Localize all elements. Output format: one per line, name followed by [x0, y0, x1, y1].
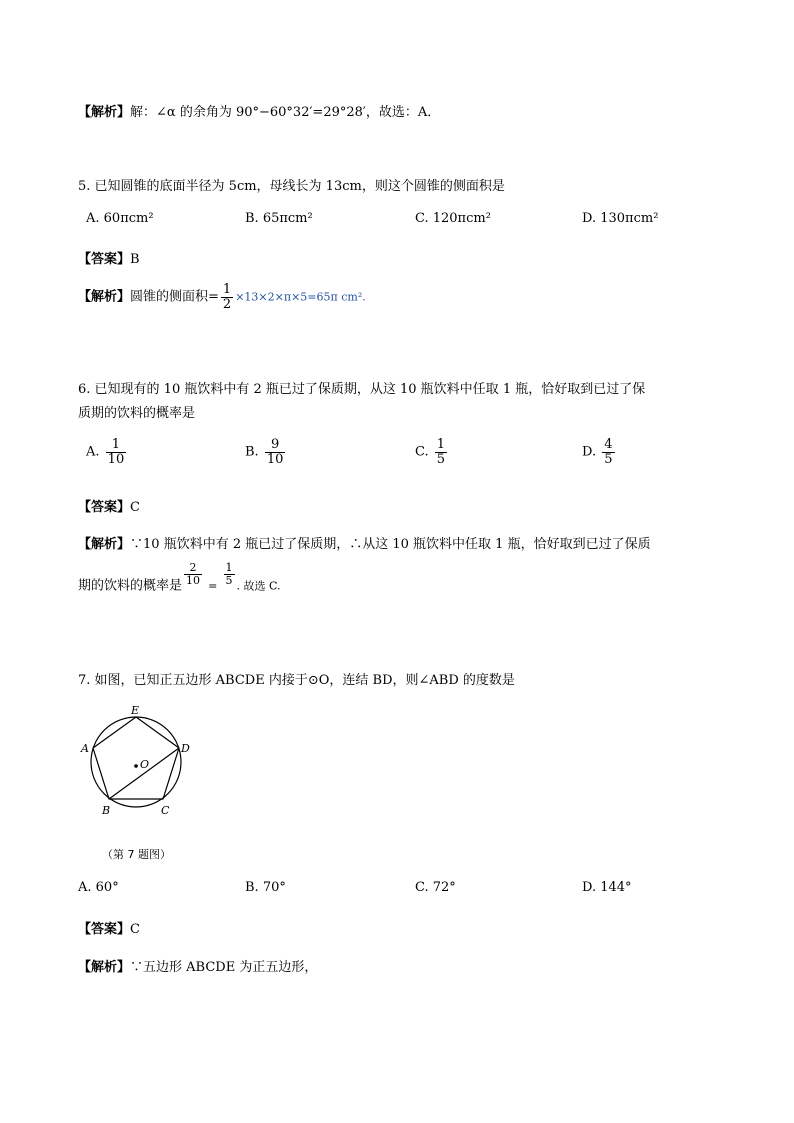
- figure-center-dot: [134, 764, 138, 768]
- figure-label-o: O: [140, 758, 150, 771]
- q6-answer-tag: 【答案】: [78, 500, 131, 515]
- q5-analysis: [78, 283, 366, 311]
- q5-answer-tag: 【答案】: [78, 252, 131, 267]
- q5-option-d: D. 130πcm²: [582, 211, 659, 226]
- q6-stem-line2: 质期的饮料的概率是: [78, 406, 196, 421]
- q6-option-b-fraction: [265, 438, 286, 466]
- q5-option-c: C. 120πcm²: [415, 211, 491, 226]
- q5-fraction-num: 1: [222, 282, 232, 297]
- figure-label-e: E: [131, 704, 140, 717]
- figure-label-c: C: [161, 804, 170, 817]
- q6-option-d-fraction: [602, 438, 614, 466]
- q7-answer-value: C: [130, 922, 140, 937]
- q6-answer-value: C: [130, 500, 140, 515]
- q6-option-a-fraction: [106, 438, 127, 466]
- figure-segment-bd: [109, 748, 179, 799]
- q5-option-a: A. 60πcm²: [86, 211, 154, 226]
- q6-option-d-num: 4: [604, 437, 613, 452]
- q5-answer: [78, 248, 140, 267]
- q5-fraction: [221, 283, 233, 311]
- q6-analysis-line2-suffix: . 故选 C.: [236, 579, 281, 593]
- q6-answer: [78, 496, 140, 515]
- q5-answer-value: B: [130, 252, 140, 267]
- q7-analysis-tag: 【解析】: [78, 960, 131, 975]
- figure-label-a: A: [81, 742, 89, 755]
- q7-option-a: A. 60°: [78, 880, 119, 895]
- q6-option-d: [582, 438, 617, 466]
- q5-fraction-den: 2: [222, 296, 232, 312]
- q7-option-c: C. 72°: [415, 880, 456, 895]
- q4-analysis: [78, 101, 440, 120]
- q6-option-b-num: 9: [270, 437, 280, 452]
- q5-analysis-tag: 【解析】: [78, 289, 131, 305]
- q6-option-a: [86, 438, 128, 466]
- q6-stem-line1: 6. 已知现有的 10 瓶饮料中有 2 瓶已过了保质期，从这 10 瓶饮料中任取 1 瓶，恰好取到已过了保: [78, 382, 646, 397]
- q6-analysis-frac1-den: 10: [186, 573, 201, 587]
- figure-label-b: B: [102, 804, 111, 817]
- figure-label-d: D: [181, 742, 190, 755]
- q7-analysis-text: ∵五边形 ABCDE 为正五边形，: [130, 960, 318, 975]
- q5-analysis-rest: ×13×2×π×5=65π cm².: [235, 290, 366, 304]
- q6-option-c-den: 5: [436, 451, 446, 467]
- q6-option-d-label: D.: [582, 444, 597, 460]
- q6-option-c-fraction: [435, 438, 447, 466]
- q7-option-b: B. 70°: [245, 880, 286, 895]
- q6-option-a-num: 1: [111, 437, 121, 452]
- q7-answer: [78, 918, 140, 937]
- q6-option-d-den: 5: [604, 451, 613, 467]
- q7-answer-tag: 【答案】: [78, 922, 131, 937]
- q6-analysis-equals: =: [208, 579, 218, 593]
- q6-analysis-tag: 【解析】: [78, 537, 131, 552]
- q4-analysis-text: 解：∠α 的余角为 90°−60°32′=29°28′，故选：A．: [130, 105, 441, 120]
- q6-option-c: [415, 438, 449, 466]
- q6-option-b-den: 10: [266, 451, 284, 467]
- q6-option-b: [245, 438, 287, 466]
- q7-figure: [76, 704, 206, 826]
- q5-stem: 5. 已知圆锥的底面半径为 5cm，母线长为 13cm，则这个圆锥的侧面积是: [78, 179, 505, 194]
- q6-option-c-label: C.: [415, 444, 429, 460]
- q7-stem: 7. 如图，已知正五边形 ABCDE 内接于⊙O，连结 BD，则∠ABD 的度数是: [78, 673, 515, 688]
- q5-option-b: B. 65πcm²: [245, 211, 313, 226]
- q6-analysis-frac1: [184, 562, 202, 586]
- q6-option-b-label: B.: [245, 444, 259, 460]
- q6-analysis-line1: [78, 533, 651, 552]
- q6-option-a-den: 10: [107, 451, 125, 467]
- q6-analysis-frac2-num: 1: [225, 561, 233, 574]
- q7-figure-caption: （第 7 题图）: [102, 848, 171, 861]
- q6-option-c-num: 1: [436, 437, 446, 452]
- q5-analysis-prefix: 圆锥的侧面积=: [130, 289, 219, 305]
- q6-option-a-label: A.: [86, 444, 100, 460]
- q6-analysis-line1-text: ∵10 瓶饮料中有 2 瓶已过了保质期，∴从这 10 瓶饮料中任取 1 瓶，恰好取到已过了保质: [130, 537, 651, 552]
- q4-analysis-tag: 【解析】: [78, 105, 131, 120]
- q6-analysis-frac2: [224, 562, 235, 586]
- q6-analysis-frac1-num: 2: [189, 561, 197, 574]
- figure-circle-o: [91, 717, 181, 807]
- q6-analysis-line2-prefix: 期的饮料的概率是: [78, 578, 183, 594]
- q7-analysis: [78, 956, 317, 975]
- q6-analysis-line2: [78, 562, 281, 594]
- q6-analysis-frac2-den: 5: [225, 573, 233, 587]
- q7-option-d: D. 144°: [582, 880, 632, 895]
